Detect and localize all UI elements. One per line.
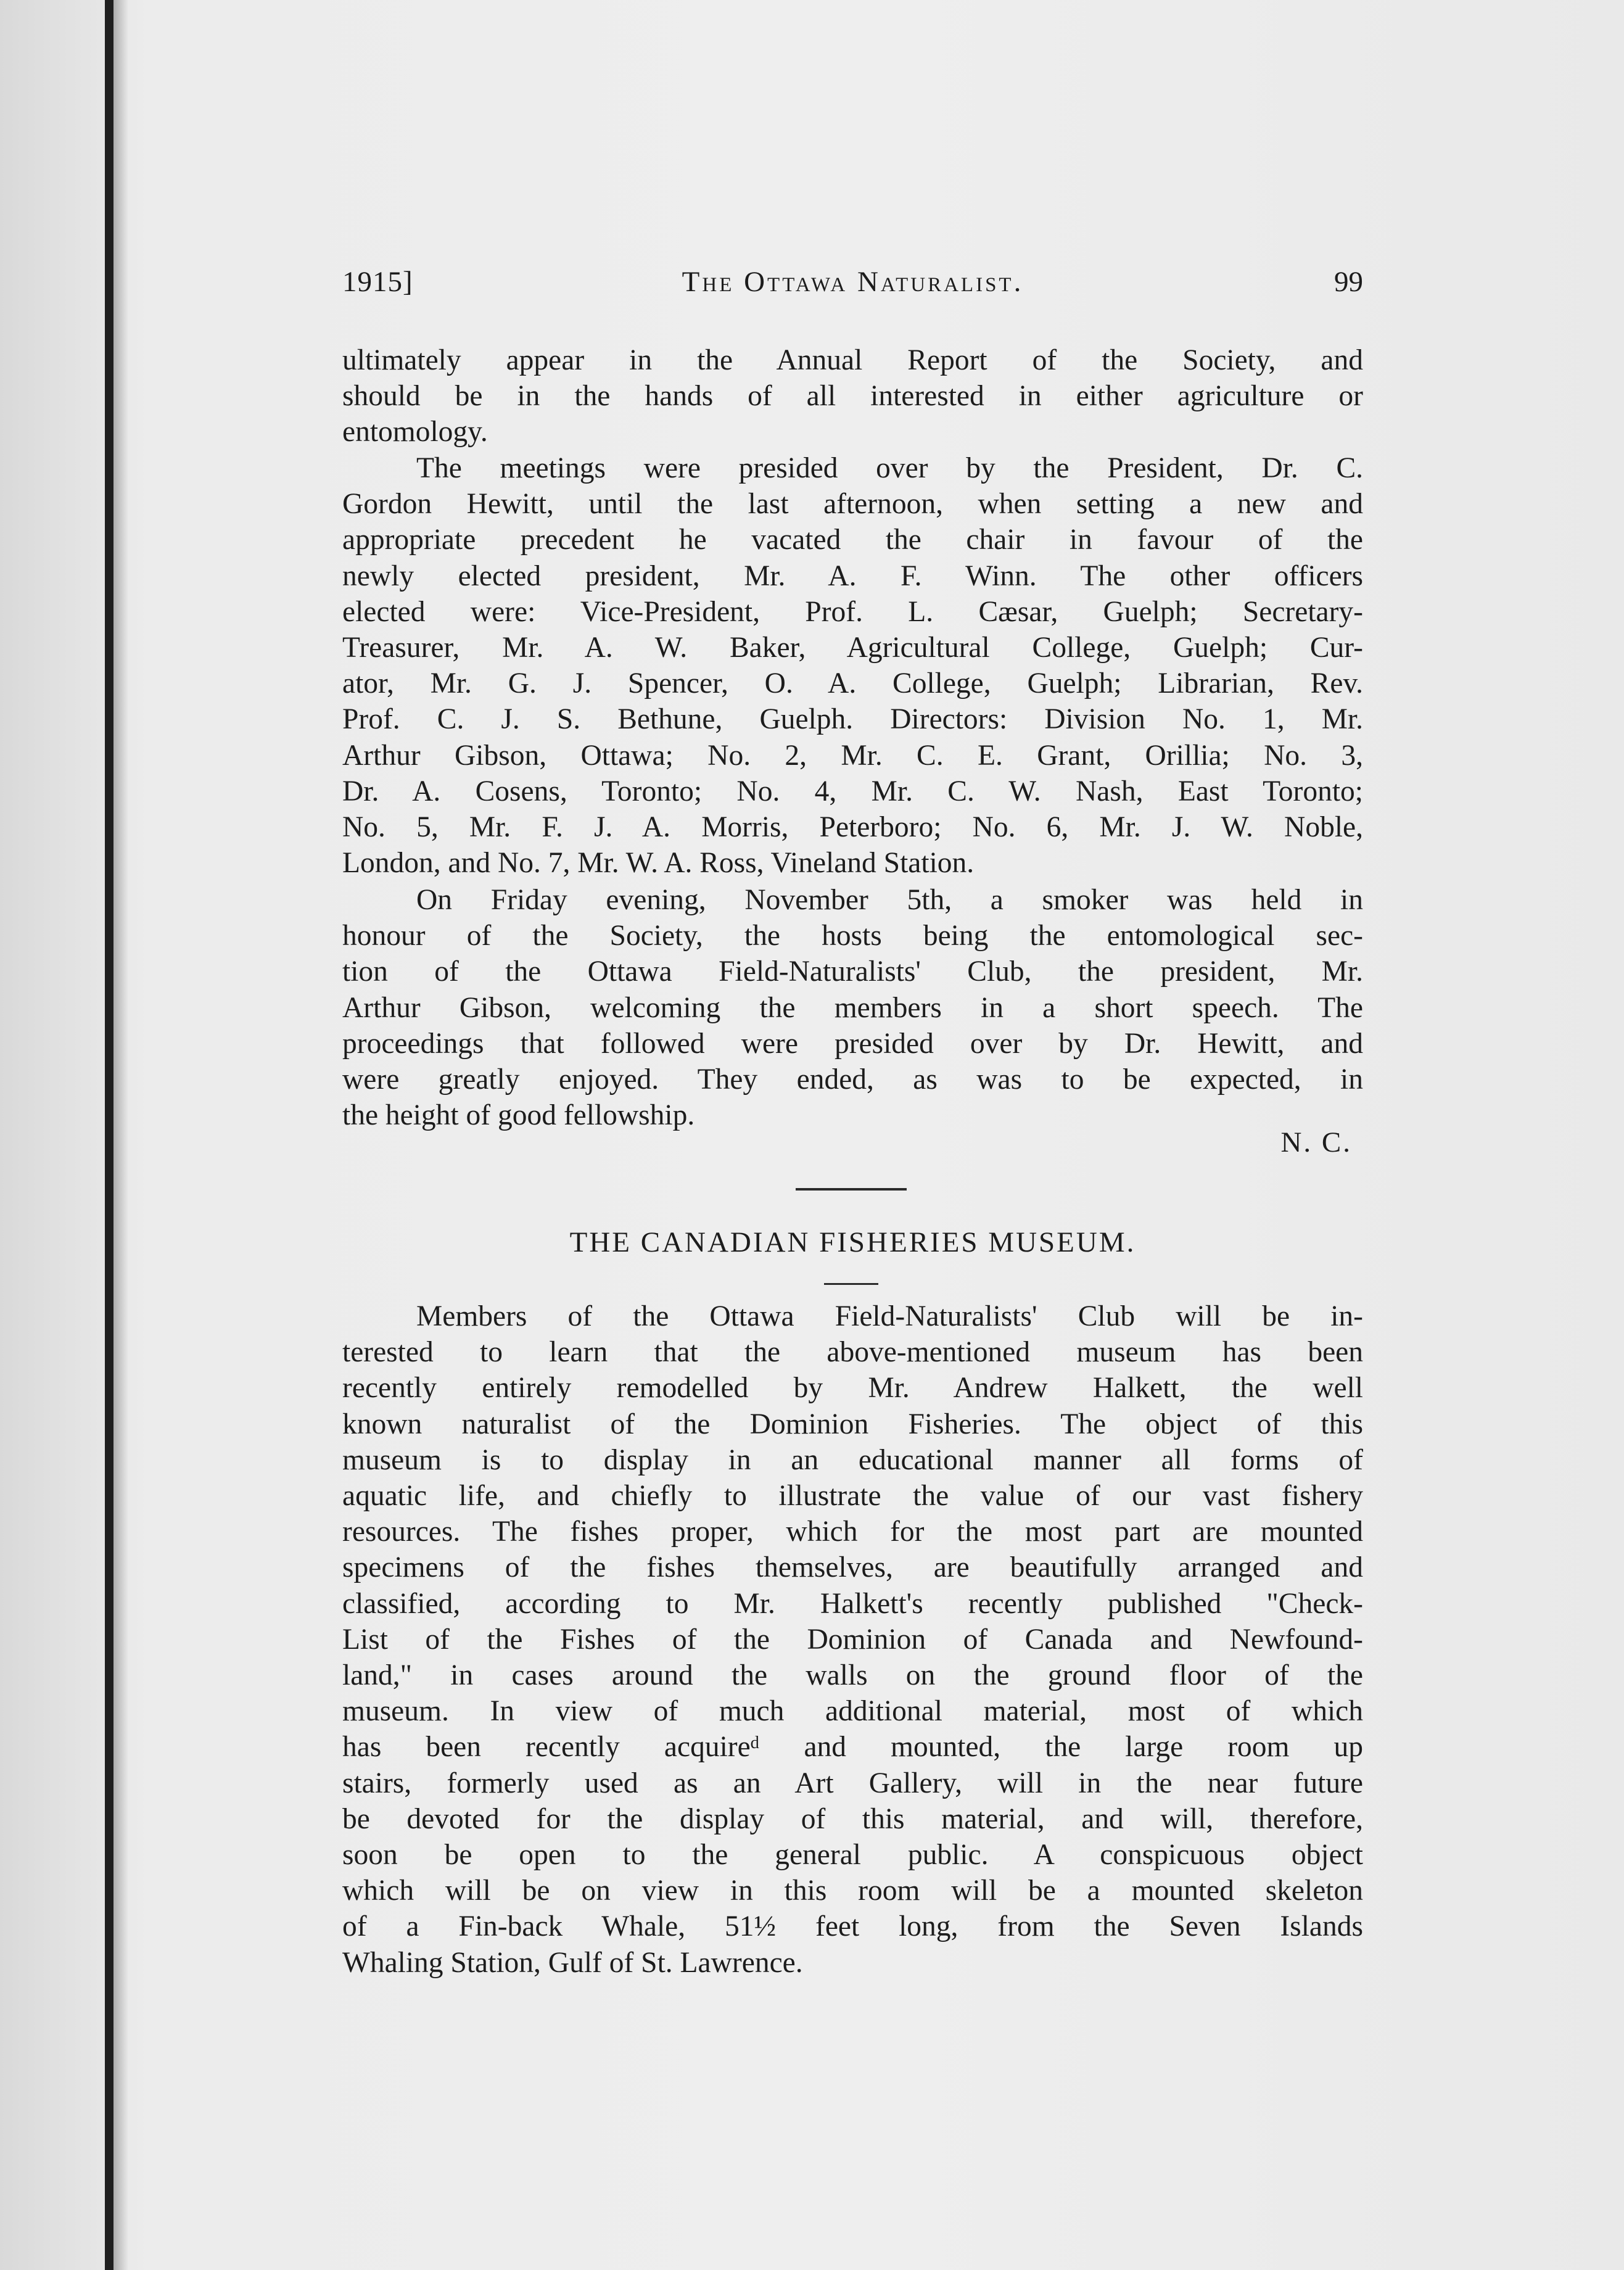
text-line: No. 5, Mr. F. J. A. Morris, Peterboro; No. 6, Mr. J. W. Noble, xyxy=(342,811,1363,844)
paragraph-smoker xyxy=(342,882,1363,1133)
text-line: resources. The fishes proper, which for the most part are mounted xyxy=(342,1516,1363,1548)
text-line: Dr. A. Cosens, Toronto; No. 4, Mr. C. W. Nash, East Toronto; xyxy=(342,775,1363,807)
text-line: recently entirely remodelled by Mr. Andrew Halkett, the well xyxy=(342,1372,1363,1405)
author-initials: N. C. xyxy=(1280,1126,1352,1158)
text-line: known naturalist of the Dominion Fisheries. The object of this xyxy=(342,1408,1363,1440)
text-line: terested to learn that the above-mentioned museum has been xyxy=(342,1336,1363,1369)
text-line: London, and No. 7, Mr. W. A. Ross, Vineland Station. xyxy=(342,847,975,880)
text-line: Arthur Gibson, Ottawa; No. 2, Mr. C. E. Grant, Orillia; No. 3, xyxy=(342,739,1363,772)
text-line: Whaling Station, Gulf of St. Lawrence. xyxy=(342,1946,803,1979)
text-line: ator, Mr. G. J. Spencer, O. A. College, Guelph; Librarian, Rev. xyxy=(342,667,1363,700)
text-line: should be in the hands of all interested in either agriculture or xyxy=(342,380,1363,413)
paragraph-meetings-officers xyxy=(342,450,1363,881)
paragraph-continuation xyxy=(342,342,1363,450)
text-line: Gordon Hewitt, until the last afternoon, when setting a new and xyxy=(342,488,1363,521)
text-line: On Friday evening, November 5th, a smoker was held in xyxy=(416,884,1363,916)
page-number: 99 xyxy=(1334,266,1363,298)
text-line: Arthur Gibson, welcoming the members in a short speech. The xyxy=(342,991,1363,1024)
text-line: ultimately appear in the Annual Report of the Society, and xyxy=(342,344,1363,376)
text-line: land," in cases around the walls on the ground floor of the xyxy=(342,1659,1363,1692)
text-line: were greatly enjoyed. They ended, as was to be expected, in xyxy=(342,1063,1363,1096)
text-line: stairs, formerly used as an Art Gallery, will in the near future xyxy=(342,1767,1363,1799)
running-head xyxy=(342,265,1363,302)
text-line: honour of the Society, the hosts being the entomological sec- xyxy=(342,920,1363,952)
binding-edge xyxy=(105,0,113,2270)
text-line: which will be on view in this room will be a mounted skeleton xyxy=(342,1875,1363,1907)
section-divider-rule xyxy=(796,1188,907,1191)
text-line: be devoted for the display of this material, and will, therefore, xyxy=(342,1802,1363,1835)
text-line: List of the Fishes of the Dominion of Canada and Newfound- xyxy=(342,1623,1363,1656)
text-line: specimens of the fishes themselves, are beautifully arranged and xyxy=(342,1551,1363,1584)
text-line: entomology. xyxy=(342,416,488,448)
text-line: museum is to display in an educational manner all forms of xyxy=(342,1443,1363,1476)
text-line: proceedings that followed were presided over by Dr. Hewitt, and xyxy=(342,1027,1363,1060)
paragraph-fisheries-museum xyxy=(342,1298,1363,1981)
running-head-journal-title: The Ottawa Naturalist. xyxy=(682,266,1024,298)
text-line: appropriate precedent he vacated the chair in favour of the xyxy=(342,524,1363,556)
text-line: has been recently acquireᵈ and mounted, the large room up xyxy=(342,1731,1363,1764)
text-line: the height of good fellowship. xyxy=(342,1099,695,1132)
text-line: newly elected president, Mr. A. F. Winn. The other officers xyxy=(342,559,1363,592)
text-line: museum. In view of much additional material, most of which xyxy=(342,1695,1363,1728)
text-line: tion of the Ottawa Field-Naturalists' Club, the president, Mr. xyxy=(342,955,1363,988)
section-heading: THE CANADIAN FISHERIES MUSEUM. xyxy=(569,1226,1136,1258)
text-line: soon be open to the general public. A conspicuous object xyxy=(342,1839,1363,1872)
text-line: aquatic life, and chiefly to illustrate the value of our vast fishery xyxy=(342,1480,1363,1513)
text-line: Treasurer, Mr. A. W. Baker, Agricultural College, Guelph; Cur- xyxy=(342,632,1363,664)
text-line: elected were: Vice-President, Prof. L. Cæsar, Guelph; Secretary- xyxy=(342,595,1363,628)
text-line: Members of the Ottawa Field-Naturalists' Club will be in- xyxy=(416,1300,1363,1332)
text-line: of a Fin-back Whale, 51½ feet long, from the Seven Islands xyxy=(342,1910,1363,1943)
text-line: Prof. C. J. S. Bethune, Guelph. Directors: Division No. 1, Mr. xyxy=(342,703,1363,736)
binding-shadow xyxy=(113,0,128,2270)
text-line: classified, according to Mr. Halkett's recently published "Check- xyxy=(342,1587,1363,1620)
text-line: The meetings were presided over by the President, Dr. C. xyxy=(416,452,1363,484)
running-head-year: 1915] xyxy=(342,266,413,298)
heading-underline-rule xyxy=(824,1283,878,1285)
